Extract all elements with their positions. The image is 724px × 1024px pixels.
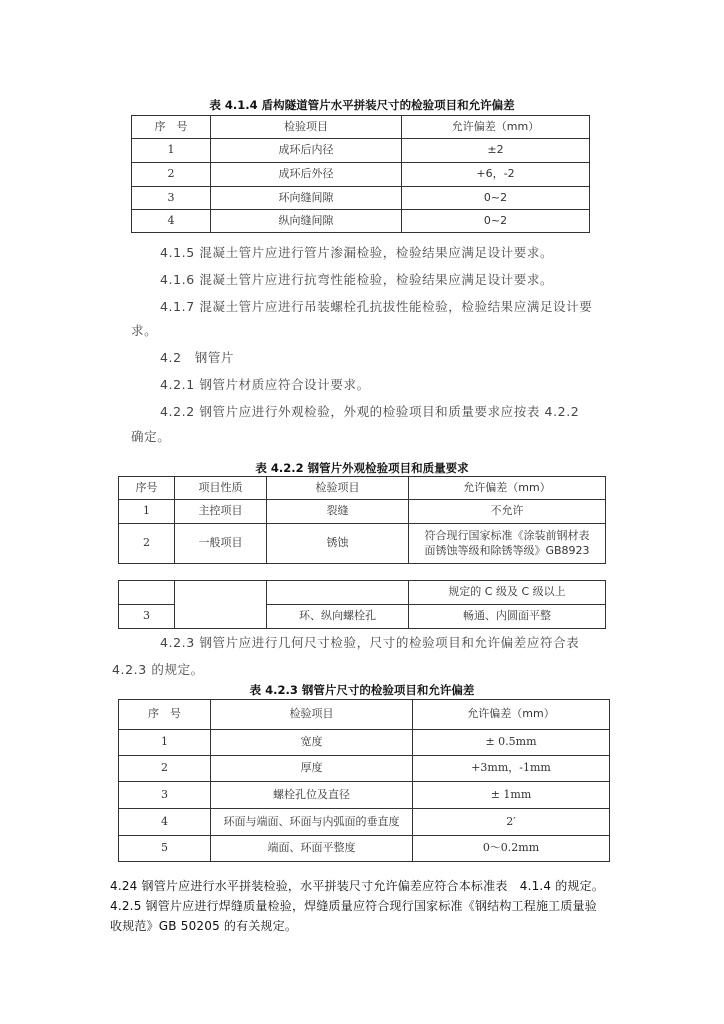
table-cell: ±2	[402, 139, 590, 163]
table-4-2-3-caption: 表 4.2.3 钢管片尺寸的检验项目和允许偏差	[249, 683, 475, 697]
table-cell: 2	[119, 524, 175, 564]
table-4-2-2-caption: 表 4.2.2 钢管片外观检验项目和质量要求	[255, 461, 469, 475]
table-row	[119, 809, 610, 836]
table-cell: 3	[119, 782, 211, 809]
table-cell: 4	[119, 809, 211, 836]
table-cell	[267, 581, 409, 605]
table-cell: 2	[119, 756, 211, 782]
section-heading-4-2: 4.2 钢管片	[160, 350, 235, 365]
table-row	[119, 782, 610, 809]
table-cell: 1	[119, 730, 211, 756]
paragraph-4-1-5: 4.1.5 混凝土管片应进行管片渗漏检验，检验结果应满足设计要求。	[160, 245, 554, 260]
paragraph-4-1-7: 4.1.7 混凝土管片应进行吊装螺栓孔抗拔性能检验，检验结果应满足设计要	[160, 299, 593, 314]
table-row	[132, 139, 590, 163]
table-cell: +6，-2	[402, 163, 590, 187]
table-cell: 环向缝间隙	[211, 187, 402, 210]
header-cell: 项目性质	[175, 477, 267, 500]
table-cell: 1	[132, 139, 211, 163]
paragraph-4-2-5-cont: 收规范》GB 50205 的有关规定。	[110, 919, 298, 933]
paragraph-4-2-4: 4.24 钢管片应进行水平拼装检验，水平拼装尺寸允许偏差应符合本标准表 4.1.4 的规定。	[110, 879, 605, 893]
table-row	[132, 210, 590, 233]
header-cell: 检验项目	[211, 700, 413, 730]
table-cell: ± 0.5mm	[413, 730, 610, 756]
table-row	[132, 187, 590, 210]
table-cell: ± 1mm	[413, 782, 610, 809]
table-cell: 2′	[413, 809, 610, 836]
table-row	[119, 836, 610, 862]
table-cell: 环面与端面、环面与内弧面的垂直度	[211, 809, 413, 836]
table-4-1-4	[131, 115, 590, 233]
table-cell: 4	[132, 210, 211, 233]
table-cell: 0～0.2mm	[413, 836, 610, 862]
table-cell: 3	[119, 605, 175, 629]
table-4-2-3	[118, 699, 610, 862]
table-cell	[409, 524, 606, 564]
table-cell	[175, 581, 267, 629]
table-cell: 成环后外径	[211, 163, 402, 187]
table-4-1-4-caption: 表 4.1.4 盾构隧道管片水平拼装尺寸的检验项目和允许偏差	[209, 98, 515, 112]
paragraph-4-1-6: 4.1.6 混凝土管片应进行抗弯性能检验，检验结果应满足设计要求。	[160, 272, 554, 287]
header-cell: 序 号	[119, 700, 211, 730]
paragraph-4-2-2: 4.2.2 钢管片应进行外观检验，外观的检验项目和质量要求应按表 4.2.2	[160, 404, 580, 419]
table-cell: 宽度	[211, 730, 413, 756]
paragraph-4-2-3: 4.2.3 钢管片应进行几何尺寸检验，尺寸的检验项目和允许偏差应符合表	[160, 635, 580, 650]
table-cell: 畅通、内圆面平整	[409, 605, 606, 629]
table-cell: 螺栓孔位及直径	[211, 782, 413, 809]
table-cell: 主控项目	[175, 500, 267, 524]
table-row	[119, 524, 606, 564]
table-cell: 不允许	[409, 500, 606, 524]
table-header-row	[119, 477, 606, 500]
table-cell: 3	[132, 187, 211, 210]
header-cell: 检验项目	[267, 477, 409, 500]
table-cell: 0~2	[402, 210, 590, 233]
table-cell: 环、纵向螺栓孔	[267, 605, 409, 629]
header-cell: 允许偏差（mm）	[413, 700, 610, 730]
table-header-row	[119, 700, 610, 730]
header-cell: 检验项目	[211, 116, 402, 139]
table-header-row	[132, 116, 590, 139]
table-row	[119, 581, 606, 605]
table-row	[119, 730, 610, 756]
table-row	[132, 163, 590, 187]
table-4-2-2	[118, 476, 606, 564]
paragraph-4-2-1: 4.2.1 钢管片材质应符合设计要求。	[160, 377, 370, 392]
paragraph-4-2-3-cont: 4.2.3 的规定。	[112, 662, 204, 677]
table-cell: 端面、环面平整度	[211, 836, 413, 862]
table-cell	[119, 581, 175, 605]
table-cell: 纵向缝间隙	[211, 210, 402, 233]
table-cell: 一般项目	[175, 524, 267, 564]
table-cell: 1	[119, 500, 175, 524]
paragraph-4-2-5: 4.2.5 钢管片应进行焊缝质量检验，焊缝质量应符合现行国家标准《钢结构工程施工质量验	[110, 899, 597, 913]
cell-line: 符合现行国家标准《涂装前钢材表	[424, 528, 590, 542]
table-cell: 0~2	[402, 187, 590, 210]
paragraph-4-2-2-cont: 确定。	[131, 429, 171, 444]
header-cell: 序 号	[132, 116, 211, 139]
table-row	[119, 756, 610, 782]
header-cell: 序号	[119, 477, 175, 500]
table-cell: 锈蚀	[267, 524, 409, 564]
table-cell: 2	[132, 163, 211, 187]
table-4-2-2-continued	[118, 580, 606, 629]
table-cell: 成环后内径	[211, 139, 402, 163]
table-cell: 5	[119, 836, 211, 862]
paragraph-4-1-7-cont: 求。	[131, 323, 158, 338]
header-cell: 允许偏差（mm）	[402, 116, 590, 139]
table-cell: 规定的 C 级及 C 级以上	[409, 581, 606, 605]
table-cell: +3mm，-1mm	[413, 756, 610, 782]
table-cell: 裂缝	[267, 500, 409, 524]
table-cell: 厚度	[211, 756, 413, 782]
header-cell: 允许偏差（mm）	[409, 477, 606, 500]
table-row	[119, 500, 606, 524]
cell-line: 面锈蚀等级和除锈等级》GB8923	[424, 543, 590, 557]
